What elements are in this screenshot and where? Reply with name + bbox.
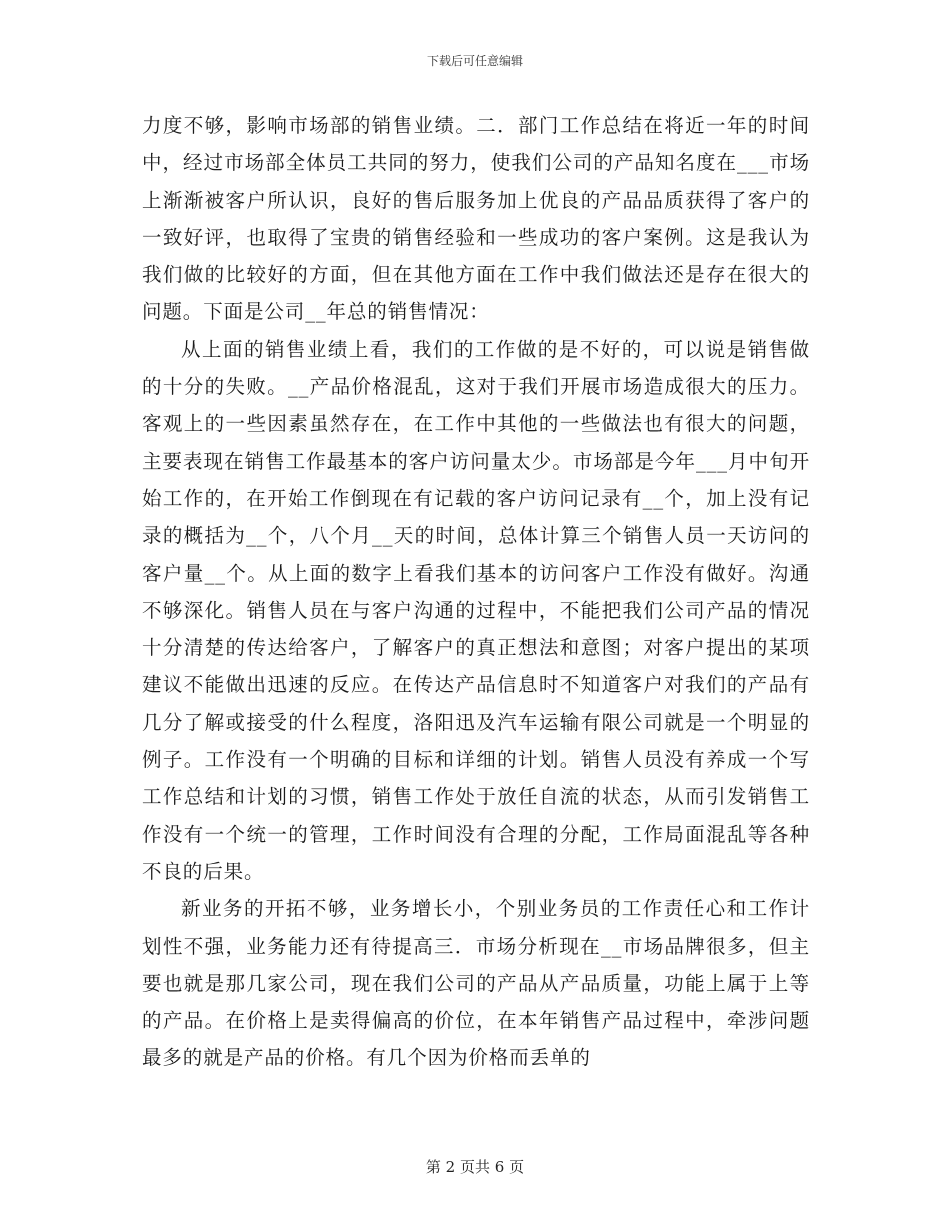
paragraph-2: 从上面的销售业绩上看，我们的工作做的是不好的，可以说是销售做的十分的失败。__产品价格混乱，这对于我们开展市场造成很大的压力。客观上的一些因素虽然存在，在工作中其他的一些做法也有很大的问题，主要表现在销售工作最基本的客户访问量太少。市场部是今年___月中旬开始工作的，在开始工作倒现在有记载的客户访问记录有__个，加上没有记录的概括为__个，八个月__天的时间，总体计算三个销售人员一天访问的客户量__个。从上面的数字上看我们基本的访问客户工作没有做好。沟通不够深化。销售人员在与客户沟通的过程中，不能把我们公司产品的情况十分清楚的传达给客户，了解客户的真正想法和意图；对客户提出的某项建议不能做出迅速的反应。在传达产品信息时不知道客户对我们的产品有几分了解或接受的什么程度，洛阳迅及汽车运输有限公司就是一个明显的例子。工作没有一个明确的目标和详细的计划。销售人员没有养成一个写工作总结和计划的习惯，销售工作处于放任自流的状态，从而引发销售工作没有一个统一的管理，工作时间没有合理的分配，工作局面混乱等各种不良的后果。 — [142, 337, 810, 883]
document-body — [142, 107, 810, 1077]
paragraph-1: 力度不够，影响市场部的销售业绩。二．部门工作总结在将近一年的时间中，经过市场部全体员工共同的努力，使我们公司的产品知名度在___市场上渐渐被客户所认识，良好的售后服务加上优良的产品品质获得了客户的一致好评，也取得了宝贵的销售经验和一些成功的客户案例。这是我认为我们做的比较好的方面，但在其他方面在工作中我们做法还是存在很大的问题。下面是公司__年总的销售情况： — [142, 114, 810, 324]
page-header: 下载后可任意编辑 — [426, 54, 523, 68]
page-footer: 第 2 页共 6 页 — [425, 1158, 525, 1176]
paragraph-3: 新业务的开拓不够，业务增长小，个别业务员的工作责任心和工作计划性不强，业务能力还有待提高三．市场分析现在__市场品牌很多，但主要也就是那几家公司，现在我们公司的产品从产品质量，功能上属于上等的产品。在价格上是卖得偏高的价位，在本年销售产品过程中，牵涉问题最多的就是产品的价格。有几个因为价格而丢单的 — [142, 897, 810, 1070]
